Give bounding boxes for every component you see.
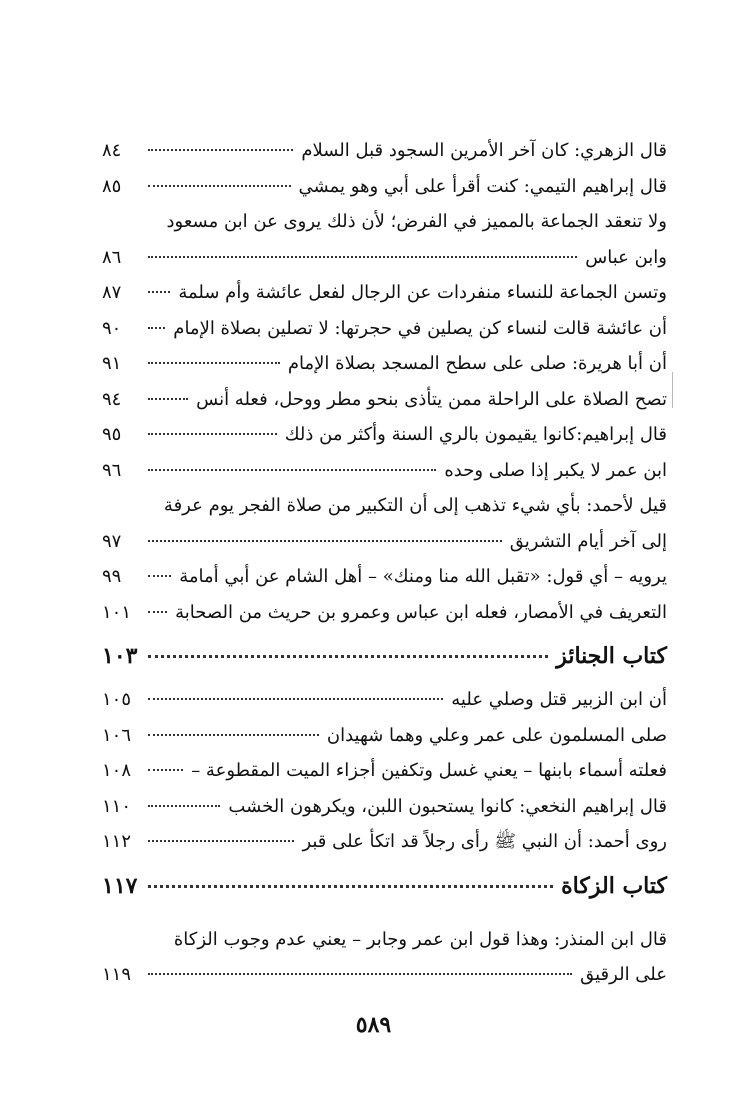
dot-leader (148, 698, 443, 700)
dot-leader (148, 885, 553, 888)
toc-entry (102, 824, 667, 860)
toc-entry (102, 204, 667, 240)
toc-entry-page: ١٠٥ (102, 689, 132, 710)
dot-leader (148, 398, 188, 400)
toc-entry-page: ١١٧ (102, 872, 138, 899)
toc-entry-page: ١١٠ (102, 795, 132, 817)
toc-entry (102, 753, 667, 789)
dot-leader (148, 655, 548, 658)
dot-leader (148, 185, 291, 187)
toc-entry-title: قال إبراهيم النخعي: كانوا يستحبون اللبن، ويكرهون الخشب (228, 795, 667, 817)
toc-entry-page: ٩٠ (102, 317, 122, 339)
toc-entry-page: ٨٤ (102, 140, 122, 161)
toc-entry (102, 682, 667, 718)
dot-leader (148, 769, 183, 771)
toc-entry (102, 789, 667, 825)
dot-leader (148, 805, 220, 807)
toc-entry-title: روى أحمد: أن النبي ﷺ رأى رجلاً قد اتكأ على قبر (302, 831, 667, 852)
toc-entry-page: ٩٩ (102, 566, 122, 587)
toc-entry-page: ٩٦ (102, 459, 122, 481)
toc-entry-title: ابن عمر لا يكبر إذا صلى وحده (444, 459, 667, 481)
toc-section-heading (102, 860, 667, 912)
dot-leader (148, 840, 294, 842)
dot-leader (148, 734, 319, 736)
toc-entry-title: قيل لأحمد: بأي شيء تذهب إلى أن التكبير من صلاة الفجر يوم عرفة (163, 495, 667, 516)
dot-leader (148, 291, 170, 293)
toc-entry-page: ١٠١ (102, 601, 132, 623)
toc-section-heading (102, 630, 667, 682)
toc-entry-page: ١٠٣ (102, 643, 138, 669)
toc-entry (102, 488, 667, 524)
dot-leader (148, 149, 293, 151)
dot-leader (148, 362, 280, 364)
toc-entry-page: ٩٤ (102, 388, 122, 410)
toc-entry-title: قال الزهري: كان آخر الأمرين السجود قبل السلام (301, 140, 667, 161)
dot-leader (148, 469, 436, 471)
toc-entry-title: وتسن الجماعة للنساء منفردات عن الرجال لفعل عائشة وأم سلمة (178, 282, 667, 303)
toc-entry-page: ١٠٨ (102, 760, 132, 781)
toc-entry-page: ٩٥ (102, 424, 122, 445)
toc-entry (102, 346, 667, 382)
toc-entry-title: كتاب الجنائز (556, 643, 667, 669)
toc-entry (102, 133, 667, 169)
page-edge-mark (672, 372, 675, 408)
toc-entry (102, 169, 667, 205)
toc-entry (102, 718, 667, 754)
toc-entry-title: التعريف في الأمصار، فعله ابن عباس وعمرو بن حريث من الصحابة (175, 601, 667, 623)
toc-entry-title: قال إبراهيم التيمي: كنت أقرأ على أبي وهو يمشي (298, 175, 667, 197)
toc-entry-title: ولا تنعقد الجماعة بالمميز في الفرض؛ لأن ذلك يروى عن ابن مسعود (166, 211, 667, 232)
toc-entry (102, 957, 667, 993)
toc-entry (102, 275, 667, 311)
toc-entry-page: ٨٧ (102, 282, 122, 303)
toc-entry-page: ٩١ (102, 353, 122, 374)
toc-entry-title: قال ابن المنذر: وهذا قول ابن عمر وجابر – يعني عدم وجوب الزكاة (173, 928, 667, 950)
toc-entry (102, 524, 667, 560)
toc-entry-title: قال إبراهيم:كانوا يقيمون بالري السنة وأكثر من ذلك (284, 424, 667, 445)
toc-entry (102, 382, 667, 418)
toc-entry-page: ١١٢ (102, 831, 132, 852)
toc-entry-page: ٩٧ (102, 530, 122, 552)
toc-entry (102, 417, 667, 453)
toc-entry-title: على الرقيق (580, 964, 667, 985)
toc-entry-title: إلى آخر أيام التشريق (509, 530, 667, 552)
dot-leader (148, 256, 577, 258)
toc-entry (102, 922, 667, 958)
toc-entry (102, 240, 667, 276)
page-number: ٥٨٩ (355, 1012, 392, 1038)
dot-leader (148, 433, 277, 435)
table-of-contents (102, 133, 667, 993)
toc-entry-title: أن عائشة قالت لنساء كن يصلين في حجرتها: لا تصلين بصلاة الإمام (173, 317, 667, 339)
toc-entry-page: ٨٥ (102, 175, 122, 197)
toc-entry-title: فعلته أسماء بابنها – يعني غسل وتكفين أجزاء الميت المقطوعة – (191, 760, 667, 781)
toc-entry-title: وابن عباس (585, 246, 667, 268)
toc-entry-title: صلى المسلمون على عمر وعلي وهما شهيدان (326, 724, 667, 746)
toc-entry (102, 559, 667, 595)
dot-leader (148, 327, 165, 329)
toc-entry-title: تصح الصلاة على الراحلة ممن يتأذى بنحو مطر ووحل، فعله أنس (196, 388, 667, 410)
toc-entry-title: يرويه – أي قول: «تقبل الله منا ومنك» – أهل الشام عن أبي أمامة (179, 566, 667, 587)
toc-entry-page: ١٠٦ (102, 724, 132, 746)
dot-leader (148, 973, 572, 975)
toc-entry-title: أن أبا هريرة: صلى على سطح المسجد بصلاة الإمام (287, 353, 667, 374)
toc-entry-title: أن ابن الزبير قتل وصلي عليه (451, 689, 667, 710)
dot-leader (148, 540, 502, 542)
toc-entry-page: ٨٦ (102, 246, 122, 268)
dot-leader (148, 611, 167, 613)
toc-entry (102, 453, 667, 489)
dot-leader (148, 575, 171, 577)
toc-entry-page: ١١٩ (102, 964, 132, 985)
toc-entry-title: كتاب الزكاة (561, 872, 667, 899)
toc-entry (102, 595, 667, 631)
toc-entry (102, 311, 667, 347)
